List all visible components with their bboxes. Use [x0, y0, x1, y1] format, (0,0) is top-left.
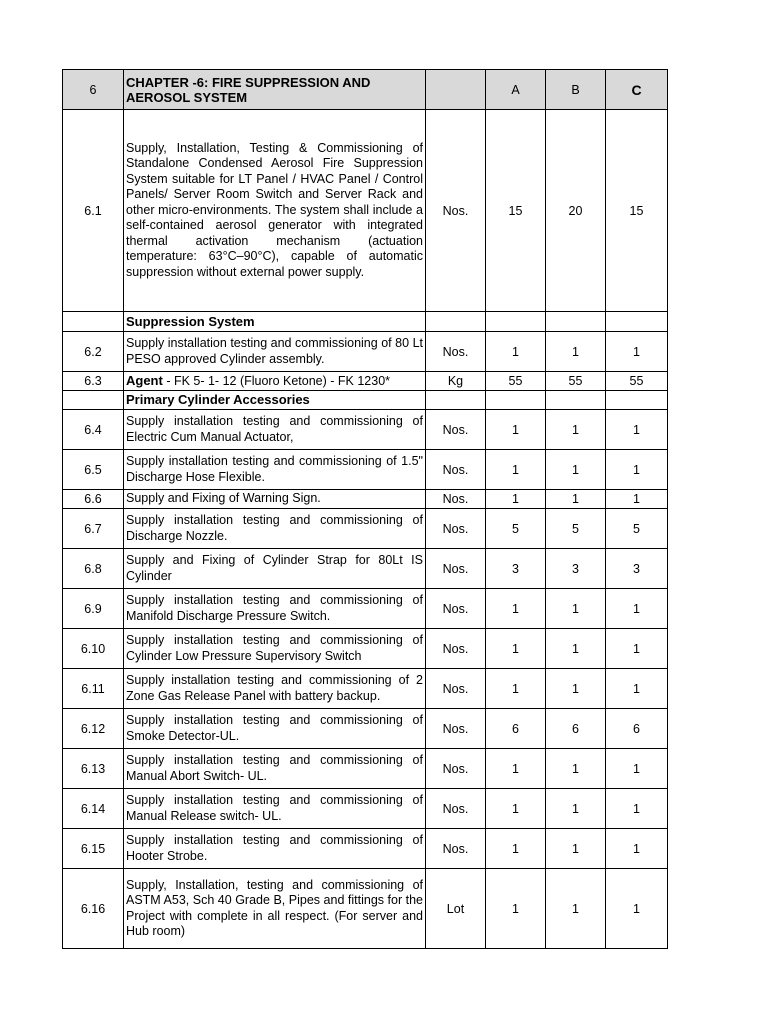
item-description	[124, 372, 426, 391]
quantity-a: 3	[486, 549, 546, 589]
table-row	[63, 110, 668, 312]
quantity-a: 15	[486, 110, 546, 312]
item-label: Agent	[126, 372, 163, 388]
item-unit: Kg	[426, 372, 486, 391]
item-unit: Nos.	[426, 490, 486, 509]
table-row	[63, 669, 668, 709]
table-row	[63, 509, 668, 549]
quantity-c: 1	[606, 589, 668, 629]
column-b-header: B	[546, 70, 606, 110]
item-unit: Nos.	[426, 332, 486, 372]
table-row	[63, 410, 668, 450]
quantity-b: 1	[546, 589, 606, 629]
quantity-b: 5	[546, 509, 606, 549]
table-row	[63, 549, 668, 589]
item-number: 6.12	[63, 709, 124, 749]
item-description: Supply installation testing and commissioning of Hooter Strobe.	[124, 829, 426, 869]
item-number: 6.8	[63, 549, 124, 589]
quantity-c: 1	[606, 669, 668, 709]
empty-cell	[606, 312, 668, 332]
unit-header	[426, 70, 486, 110]
quantity-c: 6	[606, 709, 668, 749]
quantity-a: 1	[486, 589, 546, 629]
item-description: Supply, Installation, Testing & Commissioning of Standalone Condensed Aerosol Fire Suppression System suitable for LT Panel / HVAC Panel / Control Panels/ Server Room Switch and Server Rack and other micro-environments. The system shall include a self-contained aerosol generator with integrated thermal activation mechanism (actuation temperature: 63°C–90°C), capable of automatic suppression without external power supply.	[124, 110, 426, 312]
item-unit: Nos.	[426, 110, 486, 312]
table-row	[63, 589, 668, 629]
item-description: Supply installation testing and commissioning of Manual Release switch- UL.	[124, 789, 426, 829]
table-row	[63, 372, 668, 391]
quantity-a: 1	[486, 829, 546, 869]
empty-cell	[486, 312, 546, 332]
quantity-c: 55	[606, 372, 668, 391]
item-unit: Nos.	[426, 709, 486, 749]
item-unit: Nos.	[426, 669, 486, 709]
quantity-b: 1	[546, 450, 606, 490]
quantity-a: 5	[486, 509, 546, 549]
item-description: Supply installation testing and commissioning of Smoke Detector-UL.	[124, 709, 426, 749]
table-row	[63, 789, 668, 829]
quantity-c: 1	[606, 749, 668, 789]
quantity-c: 1	[606, 789, 668, 829]
item-description: Supply installation testing and commissioning of Electric Cum Manual Actuator,	[124, 410, 426, 450]
table-row	[63, 749, 668, 789]
table-row	[63, 629, 668, 669]
quantity-b: 1	[546, 490, 606, 509]
quantity-b: 1	[546, 332, 606, 372]
item-unit: Nos.	[426, 549, 486, 589]
quantity-b: 3	[546, 549, 606, 589]
item-description: Supply installation testing and commissioning of Manual Abort Switch- UL.	[124, 749, 426, 789]
empty-cell	[426, 391, 486, 410]
item-description: Supply installation testing and commissioning of Discharge Nozzle.	[124, 509, 426, 549]
item-unit: Nos.	[426, 749, 486, 789]
item-unit: Nos.	[426, 450, 486, 490]
item-number: 6.3	[63, 372, 124, 391]
header-row	[63, 70, 668, 110]
item-description-text: - FK 5- 1- 12 (Fluoro Ketone) - FK 1230*	[162, 373, 391, 388]
quantity-a: 1	[486, 450, 546, 490]
item-description: Supply installation testing and commissioning of 1.5" Discharge Hose Flexible.	[124, 450, 426, 490]
quantity-b: 20	[546, 110, 606, 312]
empty-cell	[63, 391, 124, 410]
item-number: 6.16	[63, 869, 124, 949]
item-description: Supply and Fixing of Warning Sign.	[124, 490, 426, 509]
item-description: Supply, Installation, testing and commissioning of ASTM A53, Sch 40 Grade B, Pipes and fittings for the Project with complete in all respect. (For server and Hub room)	[124, 869, 426, 949]
quantity-a: 1	[486, 629, 546, 669]
item-number: 6.5	[63, 450, 124, 490]
item-unit: Nos.	[426, 589, 486, 629]
quantity-b: 1	[546, 669, 606, 709]
quantity-a: 1	[486, 749, 546, 789]
quantity-c: 5	[606, 509, 668, 549]
boq-table	[62, 69, 668, 949]
quantity-c: 1	[606, 332, 668, 372]
quantity-c: 1	[606, 490, 668, 509]
item-number: 6.4	[63, 410, 124, 450]
quantity-c: 1	[606, 450, 668, 490]
item-unit: Nos.	[426, 410, 486, 450]
quantity-a: 1	[486, 410, 546, 450]
quantity-a: 6	[486, 709, 546, 749]
table-row	[63, 450, 668, 490]
item-number: 6.9	[63, 589, 124, 629]
item-description: Supply installation testing and commissioning of 80 Lt PESO approved Cylinder assembly.	[124, 332, 426, 372]
table-row	[63, 829, 668, 869]
quantity-b: 1	[546, 749, 606, 789]
empty-cell	[546, 391, 606, 410]
quantity-c: 1	[606, 869, 668, 949]
section-row	[63, 312, 668, 332]
item-unit: Nos.	[426, 629, 486, 669]
empty-cell	[486, 391, 546, 410]
item-description: Supply installation testing and commissioning of Cylinder Low Pressure Supervisory Switch	[124, 629, 426, 669]
quantity-c: 1	[606, 629, 668, 669]
item-number: 6.13	[63, 749, 124, 789]
item-number: 6.10	[63, 629, 124, 669]
item-number: 6.11	[63, 669, 124, 709]
empty-cell	[63, 312, 124, 332]
quantity-b: 1	[546, 869, 606, 949]
quantity-c: 15	[606, 110, 668, 312]
quantity-a: 1	[486, 332, 546, 372]
quantity-b: 1	[546, 629, 606, 669]
empty-cell	[426, 312, 486, 332]
item-description: Supply installation testing and commissioning of 2 Zone Gas Release Panel with battery backup.	[124, 669, 426, 709]
table-row	[63, 490, 668, 509]
quantity-a: 1	[486, 869, 546, 949]
item-number: 6.7	[63, 509, 124, 549]
quantity-a: 55	[486, 372, 546, 391]
quantity-b: 1	[546, 410, 606, 450]
item-number: 6.2	[63, 332, 124, 372]
item-number: 6.6	[63, 490, 124, 509]
item-number: 6.1	[63, 110, 124, 312]
quantity-c: 1	[606, 829, 668, 869]
table-row	[63, 709, 668, 749]
item-unit: Lot	[426, 869, 486, 949]
table-row	[63, 332, 668, 372]
chapter-title: CHAPTER -6: FIRE SUPPRESSION AND AEROSOL SYSTEM	[124, 70, 426, 110]
quantity-b: 55	[546, 372, 606, 391]
table-row	[63, 869, 668, 949]
quantity-c: 3	[606, 549, 668, 589]
quantity-a: 1	[486, 669, 546, 709]
quantity-b: 6	[546, 709, 606, 749]
column-a-header: A	[486, 70, 546, 110]
empty-cell	[606, 391, 668, 410]
quantity-c: 1	[606, 410, 668, 450]
item-description: Supply and Fixing of Cylinder Strap for 80Lt IS Cylinder	[124, 549, 426, 589]
quantity-a: 1	[486, 789, 546, 829]
item-description: Supply installation testing and commissioning of Manifold Discharge Pressure Switch.	[124, 589, 426, 629]
item-number: 6.14	[63, 789, 124, 829]
chapter-number: 6	[63, 70, 124, 110]
item-unit: Nos.	[426, 509, 486, 549]
item-unit: Nos.	[426, 789, 486, 829]
quantity-a: 1	[486, 490, 546, 509]
item-unit: Nos.	[426, 829, 486, 869]
quantity-b: 1	[546, 829, 606, 869]
item-number: 6.15	[63, 829, 124, 869]
quantity-b: 1	[546, 789, 606, 829]
section-title: Primary Cylinder Accessories	[124, 391, 426, 410]
empty-cell	[546, 312, 606, 332]
section-row	[63, 391, 668, 410]
section-title: Suppression System	[124, 312, 426, 332]
column-c-header: C	[606, 70, 668, 110]
